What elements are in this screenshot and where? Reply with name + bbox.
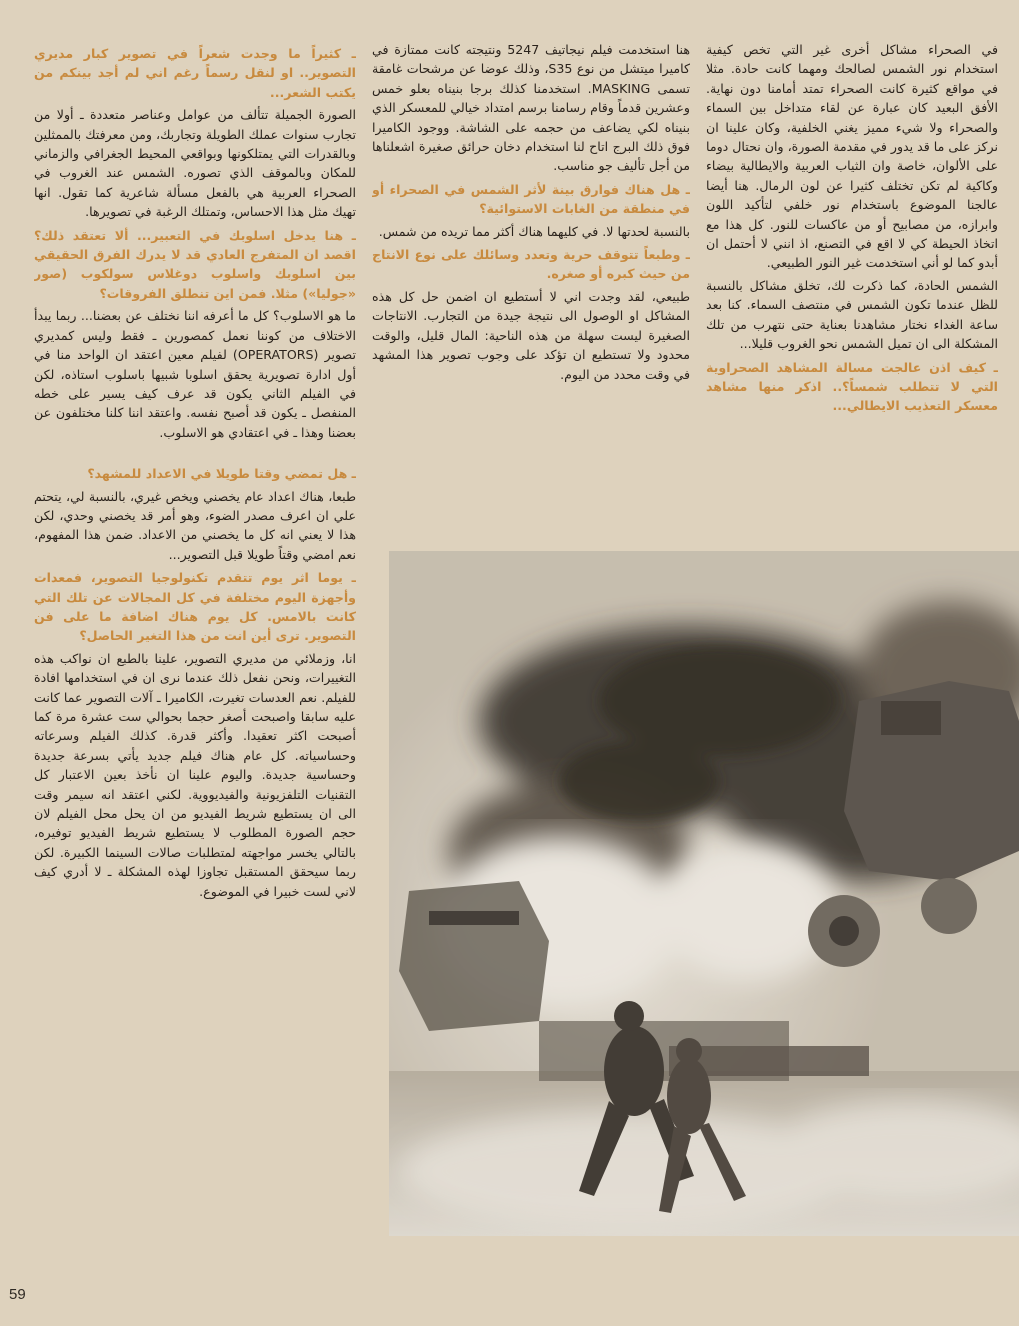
interview-question: ـ كثيراً ما وجدت شعراً في تصوير كبار مديري التصوير.. او لنقل رسماً رغم اني لم أجد بينكم من يكتب الشعر... <box>34 46 356 100</box>
interview-question: ـ يوما اثر يوم تتقدم تكنولوجيا التصوير، فمعدات وأجهزة اليوم مختلفة في كل المجالات عن تلك التي كانت بالامس. كل يوم هناك اضافة ما على فن التصوير. ترى أين انت من هذا التغير الحاصل؟ <box>34 570 356 644</box>
film-still-photo <box>389 551 1019 1236</box>
interview-question: ـ هل تمضي وقتا طويلا في الاعداد للمشهد؟ <box>87 466 356 482</box>
interview-answer: ما هو الاسلوب؟ كل ما أعرفه اننا نختلف عن بعضنا... ربما يبدأ الاختلاف من كوننا نعمل كمصورين ـ فقط وليس كمديري تصوير (OPERATORS) لفيلم معين اعتقد ان الواحد منا في أول ادارة تصويرية يحقق اسلوبا شبيها باسلوب استاذه، لكن في الفيلم الثاني يكون قد عرف كيف يسير على خطه المنفصل ـ يكون قد أصبح نفسه. واعتقد اننا كلنا مختلفون عن بعضنا وهذا ـ في اعتقادي هو الاسلوب. <box>34 308 356 440</box>
interview-answer: هنا استخدمت فيلم نيجاتيف 5247 ونتيجته كانت ممتازة في كاميرا ميتشل من نوع S35، وذلك عوضا عن مرشحات غامقة تسمى MASKING. استخدمنا كذلك برجا بنيناه بعلو خمس وعشرين قدماً وقام رسامنا برسم امتداد خيالي للمعسكر الذي بنيناه لكي يضاعف من حجمه على الشاشة. ووجود الكاميرا فوق ذلك البرج اتاح لنا استخدام دخان حرائق صغيرة اشعلناها من أجل تأليف جو مناسب. <box>372 42 690 174</box>
article-column-left <box>34 40 356 1240</box>
interview-question: ـ كيف اذن عالجت مسالة المشاهد الصحراوية التي لا تتطلب شمساً؟.. اذكر منها مشاهد معسكر التعذيب الايطالي... <box>706 359 998 414</box>
interview-answer: طبعا، هناك اعداد عام يخصني ويخص غيري، بالنسبة لي، يتحتم علي ان اعرف مصدر الضوء، وهو أمر قد يخصني وحدي، لكن هذا لا يعني انه كل ما يخصني من الاعداد. ضمن هذا المفهوم، نعم امضي وقتاً طويلا قبل التصوير... <box>34 488 356 562</box>
interview-question: ـ هنا يدخل اسلوبك في التعبير... ألا تعتقد ذلك؟ اقصد ان المتفرج العادي قد لا يدرك الفرق الحقيقي بين اسلوبك واسلوب دوغلاس سولكوب (صور «جوليا») مثلا. فمن اين تنطلق الفروقات؟ <box>34 227 356 301</box>
interview-answer: انا، وزملائي من مديري التصوير، علينا بالطبع ان نواكب هذه التغييرات، ونحن نفعل ذلك عندما نرى ان في استخدامها افادة للفيلم. نعم العدسات تغيرت، الكاميرا ـ آلات التصوير عما كانت عليه سابقا واصبحت أصغر حجما بحوالي ست عشرة مرة كما أصبحت اكثر تعقيدا. وأكثر قدرة. كذلك الفيلم وسرعاته وحساسياته. كل عام هناك فيلم جديد يأتي بسرعة جديدة وحساسية جديدة. واليوم علينا ان نأخذ بعين الاعتبار كل التقنيات التلفزيونية والفيديووية. لكني اعتقد انه سيمر وقت الى ان يستطيع شريط الفيديو من ان يحل محل الفيلم لان حجم الصورة المطلوب لا يستطيع شريط الفيديو توفيره، بالتالي يخسر مواجهته لمتطلبات صالات السينما الكبيرة. لكن ربما سيحقق المستقبل تجاوزا لهذه المشكلة ـ لا أدري كيف لاني لست خبيرا في الموضوع. <box>34 650 356 899</box>
page-number: 59 <box>9 1286 26 1303</box>
film-still-illustration <box>389 551 1019 1236</box>
interview-question: ـ وطبعاً تتوقف حرية وتعدد وسائلك على نوع الانتاج من حيث كبره أو صغره. <box>372 247 690 282</box>
interview-answer: طبيعي، لقد وجدت اني لا أستطيع ان اضمن حل كل هذه المشاكل او الوصول الى نتيجة جيدة من التجارب. الانتاجات الصغيرة ليست سهلة من هذه الناحية: المال قليل، والوقت محدود ولا تستطيع ان تؤكد على وجوب تصوير هذا المشهد في وقت محدد من اليوم. <box>372 288 690 382</box>
interview-answer: بالنسبة لحدتها لا. في كليهما هناك أكثر مما تريده من شمس. <box>378 223 690 239</box>
article-column-middle <box>372 40 690 555</box>
interview-answer: الصورة الجميلة تتألف من عوامل وعناصر متعددة ـ أولا من تجارب سنوات عملك الطويلة وتجاربك، ومن معرفتك بالممثلين وبالقدرات التي يمتلكونها وبواقعي المحيط الجغرافي والزماني للمكان وبالموقف الذي تصوره. الشمس عند الغروب في الصحراء العربية هي بالفعل مسألة شاعرية كما تقول. انها تهيك مثل هذا الاحساس، وتمتلك الرغبة في تصويرها. <box>34 107 356 220</box>
interview-question: ـ هل هناك فوارق بينة لأثر الشمس في الصحراء أو في منطقة من الغابات الاستوائية؟ <box>372 181 690 217</box>
interview-answer: الشمس الحادة، كما ذكرت لك، تخلق مشاكل بالنسبة للظل عندما تكون الشمس في منتصف السماء. كنا بعد ساعة الغداء نختار مشاهدنا بعناية حتى نتهرب من تلك المشكلة الى ان تميل الشمس نحو الغروب قليلا... <box>706 277 998 352</box>
article-column-right <box>706 40 998 545</box>
interview-answer: في الصحراء مشاكل أخرى غير التي تخص كيفية استخدام نور الشمس لصالحك ومهما كانت حادة. مثلا في مواقع كثيرة كانت الصحراء تمتد أمامنا دون نهاية. الأفق البعيد كان عبارة عن لقاء متداخل بين السماء والصحراء ولا شيء مميز يغني الخلفية، وكان علينا ان نركز على ما قد يدور في مقدمة الصورة، وان نحتال دوما على الألوان، خاصة وان الثياب العربية والايطالية بيضاء وكاكية لم تكن تختلف كثيرا عن لون الرمال. هنا أيضا عالجنا الموضوع باستخدام نور خلفي لتأكيد اللون وابرازه، من مصابيح أو من عاكسات للنور. كل هذا مع اتخاذ الحيطة كي لا اقع في التصنع، اذ انني لا أحتمل ان أبدو كما لو أني استخدمت غير النور الطبيعي. <box>706 42 998 271</box>
